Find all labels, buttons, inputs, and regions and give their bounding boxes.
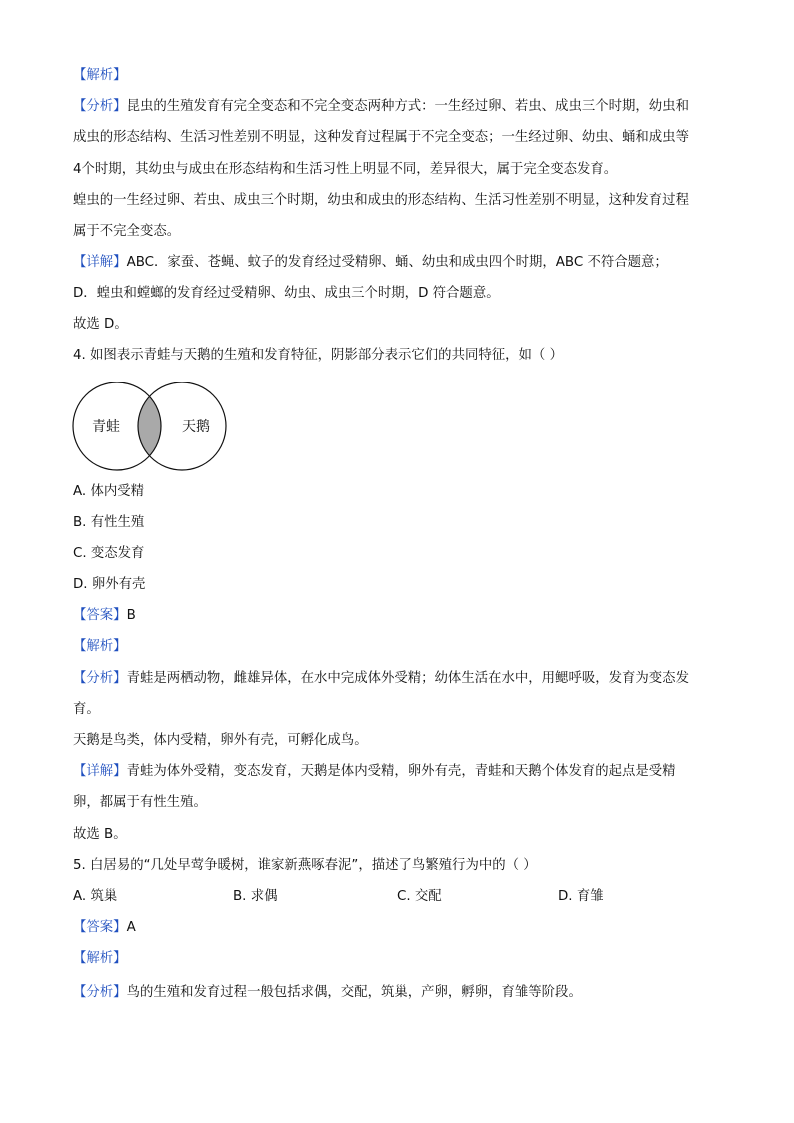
daan-tag: 【答案】 — [73, 608, 127, 623]
venn-label-swan: 天鹅 — [182, 419, 210, 435]
q4-option-d: D. 卵外有壳 — [73, 577, 146, 592]
fenxi-text: 鸟的生殖和发育过程一般包括求偶，交配，筑巢，产卵，孵卵，育雏等阶段。 — [126, 985, 582, 1000]
q4-option-c: C. 变态发育 — [73, 546, 145, 561]
jiexi-heading-1: 【解析】 — [73, 68, 127, 83]
fenxi-tag-2: 【分析】 — [73, 671, 127, 686]
paragraph-line: 属于不完全变态。 — [73, 224, 181, 239]
xiangjie-line-1 — [73, 253, 668, 273]
q4-paragraph: 天鹅是鸟类，体内受精，卵外有壳，可孵化成鸟。 — [73, 733, 368, 748]
venn-diagram — [72, 382, 232, 472]
jiexi-heading-3: 【解析】 — [73, 951, 127, 966]
venn-label-frog: 青蛙 — [92, 419, 120, 435]
guxuan-1: 故选 D。 — [73, 317, 128, 332]
guxuan-2: 故选 B。 — [73, 827, 127, 842]
answer-value: B — [126, 608, 136, 623]
fenxi-text: 昆虫的生殖发育有完全变态和不完全变态两种方式：一生经过卵、若虫、成虫三个时期，幼虫和 — [126, 99, 689, 114]
q4-xiangjie-line-1 — [73, 762, 676, 782]
q5-fenxi-line-1 — [73, 983, 582, 1003]
xiangjie-text: 青蛙为体外受精，变态发育，天鹅是体内受精，卵外有壳，青蛙和天鹅个体发育的起点是受精 — [126, 764, 676, 779]
q5-answer — [73, 918, 136, 938]
daan-tag: 【答案】 — [73, 920, 127, 935]
q5-option-c: C. 交配 — [397, 889, 442, 904]
answer-value: A — [126, 920, 136, 935]
xiangjie-line-2: D．蝗虫和螳螂的发育经过受精卵、幼虫、成虫三个时期，D 符合题意。 — [73, 286, 500, 301]
q5-stem: 5. 白居易的“几处早莺争暖树，谁家新燕啄春泥”，描述了鸟繁殖行为中的（ ） — [73, 858, 537, 873]
q5-option-a: A. 筑巢 — [73, 889, 118, 904]
fenxi-tag-1: 【分析】 — [73, 99, 127, 114]
q4-answer — [73, 606, 136, 626]
xiangjie-tag-2: 【详解】 — [73, 764, 127, 779]
xiangjie-text: ABC．家蚕、苍蝇、蚊子的发育经过受精卵、蛹、幼虫和成虫四个时期，ABC 不符合题意； — [126, 255, 668, 270]
q4-option-b: B. 有性生殖 — [73, 515, 145, 530]
q4-fenxi-line-2: 育。 — [73, 702, 100, 717]
q4-xiangjie-line-2: 卵，都属于有性生殖。 — [73, 795, 207, 810]
q4-stem: 4. 如图表示青蛙与天鹅的生殖和发育特征，阴影部分表示它们的共同特征，如（ ） — [73, 348, 563, 363]
fenxi-line-3: 4个时期，其幼虫与成虫在形态结构和生活习性上明显不同，差异很大，属于完全变态发育。 — [73, 162, 618, 177]
fenxi-text: 青蛙是两栖动物，雌雄异体，在水中完成体外受精；幼体生活在水中，用鳃呼吸，发育为变态发 — [126, 671, 689, 686]
fenxi-tag-3: 【分析】 — [73, 985, 127, 1000]
fenxi-line-2: 成虫的形态结构、生活习性差别不明显，这种发育过程属于不完全变态；一生经过卵、幼虫、蛹和成虫等 — [73, 130, 689, 145]
q4-option-a: A. 体内受精 — [73, 484, 144, 499]
paragraph-line: 蝗虫的一生经过卵、若虫、成虫三个时期，幼虫和成虫的形态结构、生活习性差别不明显，这种发育过程 — [73, 193, 689, 208]
xiangjie-tag-1: 【详解】 — [73, 255, 127, 270]
q4-fenxi-line-1 — [73, 669, 689, 689]
q5-option-b: B. 求偶 — [233, 889, 278, 904]
q5-option-d: D. 育雏 — [558, 889, 604, 904]
fenxi-line-1 — [73, 97, 689, 117]
jiexi-heading-2: 【解析】 — [73, 639, 127, 654]
